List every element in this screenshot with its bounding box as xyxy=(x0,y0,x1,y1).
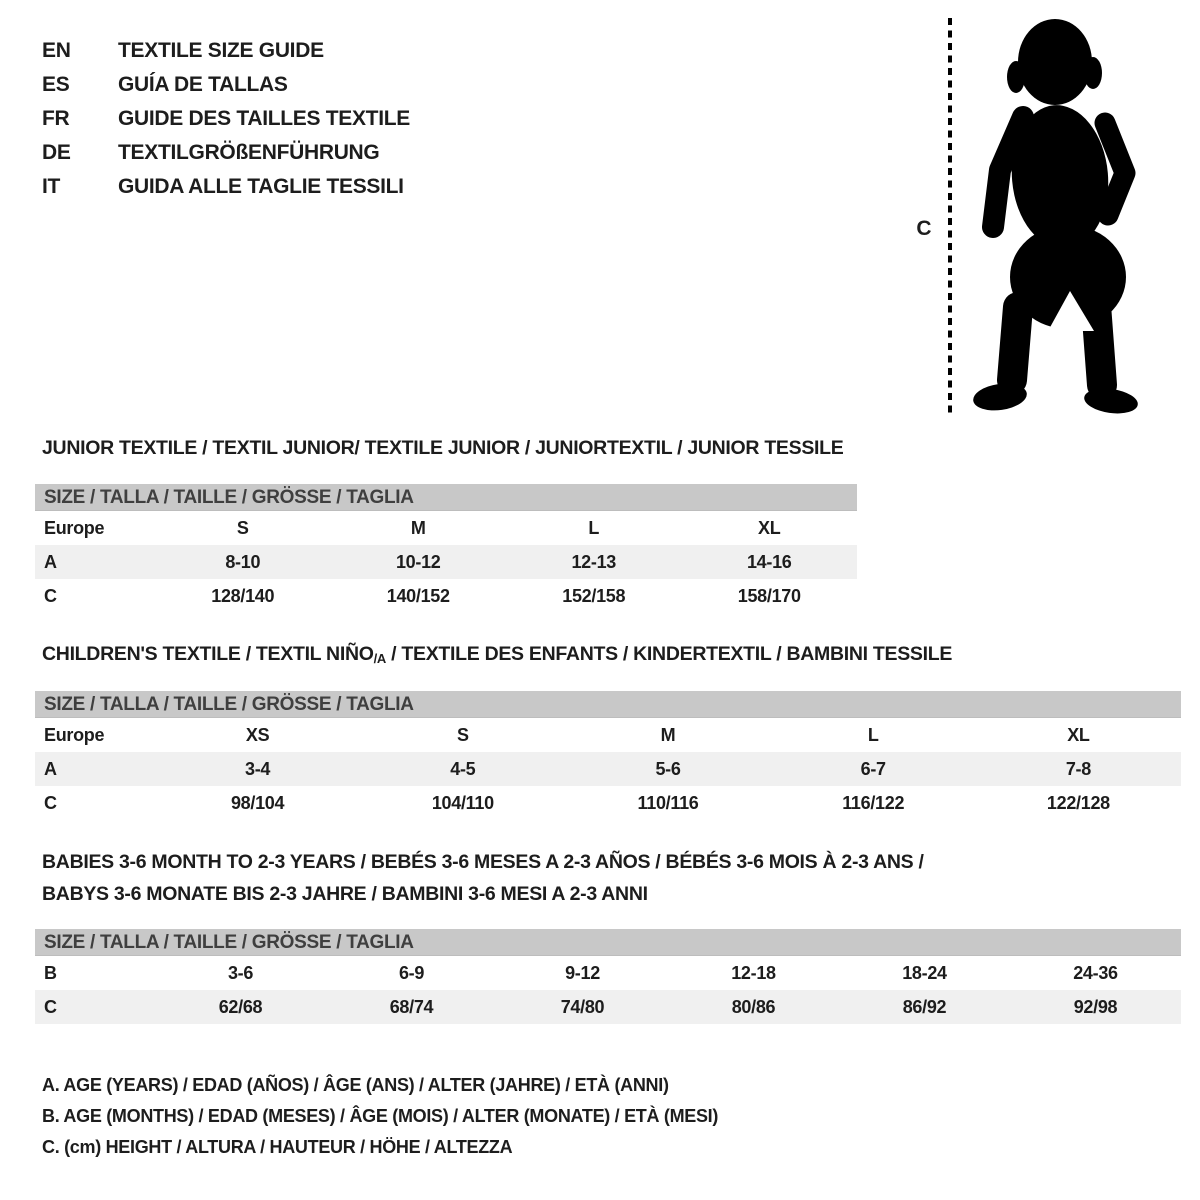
size-table-header: SIZE / TALLA / TAILLE / GRÖSSE / TAGLIA xyxy=(35,691,1181,718)
size-cell: 5-6 xyxy=(655,758,681,779)
section-title-children xyxy=(42,642,952,668)
legend-line: C. (cm) HEIGHT / ALTURA / HAUTEUR / HÖHE / ALTEZZA xyxy=(42,1137,513,1157)
size-cell: 92/98 xyxy=(1073,996,1118,1017)
table-row xyxy=(35,579,857,613)
size-cell: M xyxy=(660,724,676,745)
section-title-junior xyxy=(42,436,844,460)
title-text: BABYS 3-6 MONATE BIS 2-3 JAHRE / BAMBINI 3-6 MESI A 2-3 ANNI xyxy=(42,883,648,905)
size-cell: M xyxy=(410,517,426,538)
measure-label-c: C xyxy=(916,217,932,240)
size-cell: 3-4 xyxy=(245,758,271,779)
language-title: TEXTILGRÖßENFÜHRUNG xyxy=(118,141,380,164)
size-cell: S xyxy=(236,517,249,538)
language-code: IT xyxy=(42,175,61,198)
language-row xyxy=(42,136,410,170)
measurement-legend xyxy=(42,1070,718,1163)
language-row xyxy=(42,34,410,68)
title-subscript: /A xyxy=(373,651,387,666)
size-cell: 24-36 xyxy=(1073,962,1118,983)
size-cell: 18-24 xyxy=(902,962,947,983)
size-cell: XL xyxy=(758,517,781,538)
size-cell: 116/122 xyxy=(842,792,905,813)
size-cell: 14-16 xyxy=(746,551,792,572)
row-label: C xyxy=(44,792,57,813)
size-cell: 6-7 xyxy=(860,758,886,779)
size-cell: 98/104 xyxy=(230,792,285,813)
table-row xyxy=(35,956,1181,990)
language-code: DE xyxy=(42,141,71,164)
title-text: BABIES 3-6 MONTH TO 2-3 YEARS / BEBÉS 3-6 MESES A 2-3 AÑOS / BÉBÉS 3-6 MOIS À 2-3 ANS / xyxy=(42,851,924,873)
section-title-line xyxy=(42,846,924,878)
language-title: GUIDE DES TAILLES TEXTILE xyxy=(118,107,410,130)
language-code: EN xyxy=(42,39,71,62)
title-text: JUNIOR TEXTILE / TEXTIL JUNIOR/ TEXTILE JUNIOR / JUNIORTEXTIL / JUNIOR TESSILE xyxy=(42,437,844,459)
language-row xyxy=(42,170,410,204)
size-cell: 152/158 xyxy=(562,585,626,606)
size-cell: 8-10 xyxy=(225,551,261,572)
size-cell: 80/86 xyxy=(731,996,776,1017)
row-label: A xyxy=(44,758,57,779)
size-cell: 158/170 xyxy=(737,585,801,606)
table-row xyxy=(35,786,1181,820)
size-cell: 6-9 xyxy=(398,962,425,983)
size-cell: XS xyxy=(245,724,270,745)
section-title-line xyxy=(42,436,844,460)
size-cell: 10-12 xyxy=(395,551,441,572)
table-row xyxy=(35,511,857,545)
size-cell: XL xyxy=(1067,724,1090,745)
legend-line: B. AGE (MONTHS) / EDAD (MESES) / ÂGE (MOIS) / ALTER (MONATE) / ETÀ (MESI) xyxy=(42,1106,719,1126)
size-cell: 12-13 xyxy=(571,551,617,572)
size-cell: 74/80 xyxy=(560,996,605,1017)
language-code: ES xyxy=(42,73,70,96)
table-row xyxy=(35,718,1181,752)
size-table-babies xyxy=(35,929,1181,1024)
title-text: CHILDREN'S TEXTILE / TEXTIL NIÑO xyxy=(42,643,374,665)
size-cell: 128/140 xyxy=(211,585,275,606)
size-cell: 122/128 xyxy=(1046,792,1110,813)
size-cell: 7-8 xyxy=(1065,758,1091,779)
language-title: GUÍA DE TALLAS xyxy=(118,73,288,96)
title-text: / TEXTILE DES ENFANTS / KINDERTEXTIL / BAMBINI TESSILE xyxy=(386,643,953,665)
table-row xyxy=(35,752,1181,786)
section-title-line xyxy=(42,878,924,910)
size-cell: 9-12 xyxy=(565,962,600,983)
size-table-children xyxy=(35,691,1181,820)
size-cell: 62/68 xyxy=(218,996,263,1017)
size-cell: 12-18 xyxy=(731,962,776,983)
size-cell: 110/116 xyxy=(637,792,699,813)
table-row xyxy=(35,545,857,579)
size-cell: S xyxy=(456,724,469,745)
language-list xyxy=(42,34,410,204)
size-table-header: SIZE / TALLA / TAILLE / GRÖSSE / TAGLIA xyxy=(35,484,857,511)
language-row xyxy=(42,68,410,102)
row-label: C xyxy=(44,585,57,606)
size-cell: L xyxy=(588,517,600,538)
size-cell: 4-5 xyxy=(450,758,476,779)
size-cell: 104/110 xyxy=(431,792,494,813)
size-table-header: SIZE / TALLA / TAILLE / GRÖSSE / TAGLIA xyxy=(35,929,1181,956)
size-cell: 86/92 xyxy=(902,996,947,1017)
section-title-babies xyxy=(42,846,924,910)
language-row xyxy=(42,102,410,136)
section-title-line xyxy=(42,642,952,668)
row-label: B xyxy=(44,962,57,983)
size-cell: 68/74 xyxy=(389,996,434,1017)
row-label: A xyxy=(44,551,57,572)
height-measure-figure xyxy=(900,5,1150,420)
language-title: GUIDA ALLE TAGLIE TESSILI xyxy=(118,175,404,198)
size-table-junior xyxy=(35,484,857,613)
row-label: Europe xyxy=(44,517,105,538)
row-label: Europe xyxy=(44,724,105,745)
language-title: TEXTILE SIZE GUIDE xyxy=(118,39,324,62)
toddler-silhouette-icon xyxy=(900,5,1150,420)
legend-line: A. AGE (YEARS) / EDAD (AÑOS) / ÂGE (ANS) / ALTER (JAHRE) / ETÀ (ANNI) xyxy=(42,1075,669,1095)
table-row xyxy=(35,990,1181,1024)
size-cell: 140/152 xyxy=(386,585,450,606)
row-label: C xyxy=(44,996,57,1017)
size-cell: L xyxy=(867,724,879,745)
language-code: FR xyxy=(42,107,70,130)
size-cell: 3-6 xyxy=(227,962,254,983)
toddler-silhouette xyxy=(971,19,1139,417)
